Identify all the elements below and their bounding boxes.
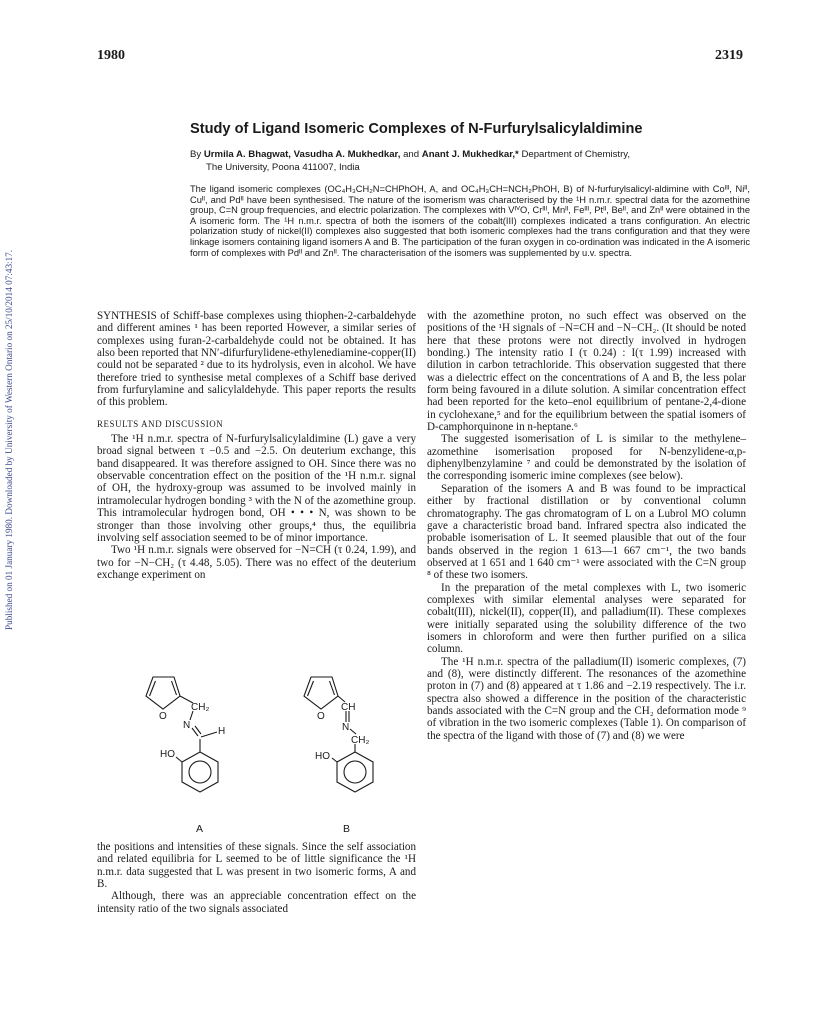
structure-b-ch-label: CH: [341, 702, 356, 713]
affiliation-line-2: The University, Poona 411007, India: [206, 161, 360, 173]
left-column-bottom: [97, 841, 416, 915]
structure-a-n-label: N: [183, 720, 191, 731]
structure-a-ch2-label: CH₂: [191, 702, 210, 713]
structure-a-h-label: H: [218, 726, 226, 737]
right-paragraph-4: In the preparation of the metal complexes with L, two isomeric complexes with similar elemental analyses were separated for cobalt(III), nickel(II), copper(II), and palladium(II). These complexes were initially separated using the solubility difference of the two isomers in chloroform and were then further purified on a silica column.: [427, 581, 746, 656]
left-column-top: [97, 310, 416, 581]
page-number: 2319: [715, 48, 743, 63]
structure-b-label: B: [343, 823, 351, 835]
corresponding-author: Anant J. Mukhedkar,*: [421, 149, 519, 160]
right-paragraph-2: The suggested isomerisation of L is similar to the methylene–azomethine isomerisation proposed for N-benzylidene-α,p-diphenylbenzylamine ⁷ and could be demonstrated by the isolation of the corresponding isomeric imine complexes (see below).: [427, 433, 746, 483]
isomer-structures-figure: [97, 674, 416, 836]
structure-b-n-label: N: [342, 722, 350, 733]
results-paragraph-1: The ¹H n.m.r. spectra of N-furfurylsalicylaldimine (L) gave a very broad signal between τ −0.5 and −2.5. On deuterium exchange, this band disappeared. It was therefore assigned to OH. Since there was no observable concentration effect on the position of the ¹H n.m.r. signal of OH, the hydroxy-group was assumed to be involved mainly in intramolecular hydrogen bonding ³ with the N of the azomethine group. This intramolecular hydrogen bond, OH • • • N, was shown to be stronger than those involving other groups,⁴ thus, the equilibria involving self association seemed to be of minor importance.: [97, 433, 416, 544]
author-block: [190, 149, 750, 174]
journal-year: 1980: [97, 48, 125, 63]
right-paragraph-5: The ¹H n.m.r. spectra of the palladium(II) isomeric complexes, (7) and (8), were distinctly different. The resonances of the azomethine proton in (7) and (8) appeared at τ 1.86 and −2.19 respectively. The i.r. spectra also showed a difference in the position of the characteristic bands associated with the C=N group and the CH₂ deformation mode ⁹ of vibration in the two isomeric complexes (Table 1). On comparison of the spectra of the ligand with those of (7) and (8) we were: [427, 655, 747, 742]
download-notice-text: Published on 01 January 1980. Downloaded by University of Western Ontario on 25/10/2014 07:43:17.: [4, 249, 14, 630]
results-paragraph-2: Two ¹H n.m.r. signals were observed for −N=CH (τ 0.24, 1.99), and two for −N−CH₂ (τ 4.48, 5.05). There was no effect of the deuterium exchange experiment on: [97, 544, 416, 581]
structure-a-label: A: [196, 823, 204, 835]
section-heading: RESULTS AND DISCUSSION: [97, 418, 224, 429]
page-header: [97, 48, 743, 68]
structure-b-furan-o: O: [317, 711, 325, 722]
structure-b-ho-label: HO: [315, 751, 330, 762]
article-title: Study of Ligand Isomeric Complexes of N-Furfurylsalicylaldimine: [190, 121, 643, 137]
structure-a-furan-o: O: [159, 711, 167, 722]
structure-a-drawing: [146, 677, 218, 792]
abstract: The ligand isomeric complexes (OC₄H₃CH₂N=CHPhOH, A, and OC₄H₃CH=NCH₂PhOH, B) of N-furfurylsalicyl-aldimine with Coᴵᴵᴵ, Niᴵᴵ, Cuᴵᴵ, and Pdᴵᴵ have been synthesised. The nature of the isomerism was characterised by the ¹H n.m.r. spectral data for the azomethine group, C=N group frequencies, and electric polarization. The complexes with VᴵⱽO, Crᴵᴵᴵ, Mnᴵᴵ, Feᴵᴵᴵ, Ptᴵᴵ, Beᴵᴵ, and Znᴵᴵ were obtained in the A isomeric form. The ¹H n.m.r. spectra of both the isomers of the cobalt(III) complexes indicated a trans configuration. An electric polarization study of nickel(II) complexes also suggested that both isomeric complexes had the trans configuration and that they were linkage isomers containing ligand isomers A and B. The participation of the furan oxygen in co-ordination was indicated in the A isomeric form of complexes with Pdᴵᴵ and Znᴵᴵ. The characterisation of the isomers was supplemented by u.v. spectra.: [190, 184, 750, 258]
right-column: [427, 310, 746, 742]
right-paragraph-1: with the azomethine proton, no such effect was observed on the positions of the ¹H signals of −N=CH and −N−CH₂. (It should be noted here that these protons were not directly involved in hydrogen bonding.) The intensity ratio I (τ 0.24) : I(τ 1.99) increased with dilution in carbon tetrachloride. This observation suggested that there was a dielectric effect on the concentrations of A and B, the less polar form being favoured in a dilute solution. A similar concentration effect had been reported for the keto–enol equilibrium of pentane-2,4-dione in cyclohexane,⁵ and for the equilibrium between the spatial isomers of D-camphorquinone in n-heptane.⁶: [427, 310, 746, 434]
affiliation-line-1: Department of Chemistry,: [518, 149, 631, 160]
intro-paragraph: SYNTHESIS of Schiff-base complexes using thiophen-2-carbaldehyde and different amines ¹ has been reported However, a similar series of complexes using furan-2-carbaldehyde could not be obtained. It has also been reported that NN′-difurfurylidene-ethylenediamine-copper(II) could not be separated ² due to its hydrolysis, even in alcohol. We have therefore tried to synthesise metal complexes of a Schiff base derived from furfurylamine and salicylaldehyde. This paper reports the results of this problem.: [97, 310, 416, 409]
author-prefix: By: [190, 149, 204, 160]
structure-b-ch2-label: CH₂: [351, 735, 370, 746]
right-paragraph-3: Separation of the isomers A and B was found to be impractical either by fractional distillation or by conventional column chromatography. The gas chromatogram of L on a Lubrol MO column gave a characteristic broad band. Infrared spectra also indicated the probable isomerisation of L. It seemed plausible that out of the four bands observed in the region 1 613—1 667 cm⁻¹, the two bands observed at 1 651 and 1 640 cm⁻¹ were associated with the C=N group ⁸ of these two isomers.: [427, 482, 746, 582]
results-paragraph-4: Although, there was an appreciable concentration effect on the intensity ratio of the two signals associated: [97, 890, 416, 915]
download-notice: [2, 186, 18, 630]
structure-a-ho-label: HO: [160, 749, 175, 760]
author-and: and: [400, 149, 422, 160]
author-names: Urmila A. Bhagwat, Vasudha A. Mukhedkar,: [203, 149, 401, 160]
isomer-structures-svg: [97, 674, 416, 836]
results-paragraph-3: the positions and intensities of these signals. Since the self association and related equilibria for L seemed to be of little significance the ¹H n.m.r. data suggested that L was present in two isomeric forms, A and B.: [97, 841, 416, 891]
